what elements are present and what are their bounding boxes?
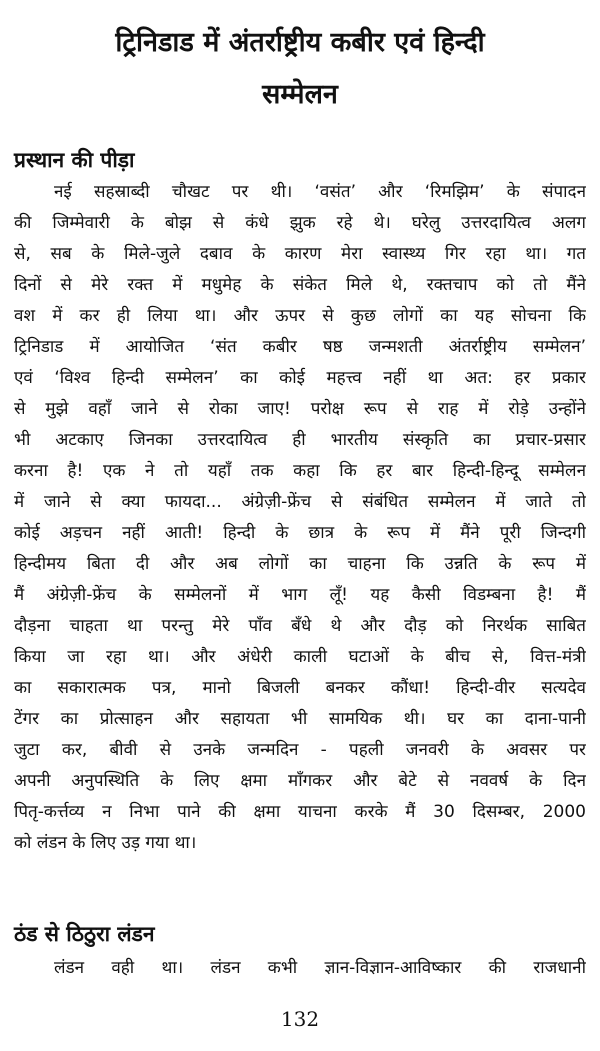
paragraph-line: करना है! एक ने तो यहाँ तक कहा कि हर बार हिन्दी-हिन्दू सम्मेलन xyxy=(14,461,586,481)
paragraph-line: टेंगर का प्रोत्साहन और सहायता भी सामयिक थी। घर का दाना-पानी xyxy=(14,709,586,729)
paragraph-line: भी अटकाए जिनका उत्तरदायित्व ही भारतीय संस्कृति का प्रचार-प्रसार xyxy=(14,430,586,450)
paragraph-line: का सकारात्मक पत्र, मानो बिजली बनकर कौंधा! हिन्दी-वीर सत्यदेव xyxy=(14,678,586,698)
paragraph-line: से मुझे वहाँ जाने से रोका जाए! परोक्ष रूप से राह में रोड़े उन्होंने xyxy=(14,399,586,419)
paragraph-line: हिन्दीमय बिता दी और अब लोगों का चाहना कि उन्नति के रूप में xyxy=(14,554,586,574)
paragraph-line: एवं ‘विश्व हिन्दी सम्मेलन’ का कोई महत्त्व नहीं था अत: हर प्रकार xyxy=(14,368,586,388)
page-number: 132 xyxy=(280,1007,320,1031)
paragraph-line: किया जा रहा था। और अंधेरी काली घटाओं के बीच से, वित्त-मंत्री xyxy=(14,647,586,667)
paragraph-line: ट्रिनिडाड में आयोजित ‘संत कबीर षष्ठ जन्मशती अंतर्राष्ट्रीय सम्मेलन’ xyxy=(14,337,586,357)
paragraph-line: नई सहस्राब्दी चौखट पर थी। ‘वसंत’ और ‘रिमझिम’ के संपादन xyxy=(54,182,586,202)
paragraph-line: जुटा कर, बीवी से उनके जन्मदिन - पहली जनवरी के अवसर पर xyxy=(14,740,586,760)
paragraph-line: को लंडन के लिए उड़ गया था। xyxy=(14,833,197,853)
paragraph-line: अपनी अनुपस्थिति के लिए क्षमा माँगकर और बेटे से नववर्ष के दिन xyxy=(14,771,586,791)
paragraph-line: की जिम्मेवारी के बोझ से कंधे झुक रहे थे। घरेलु उत्तरदायित्व अलग xyxy=(14,213,586,233)
paragraph-line: लंडन वही था। लंडन कभी ज्ञान-विज्ञान-आविष्कार की राजधानी xyxy=(54,958,586,978)
section-heading-cold-london: ठंड से ठिठुरा लंडन xyxy=(14,922,155,946)
paragraph-line: मैं अंग्रेज़ी-फ्रेंच के सम्मेलनों में भाग लूँ! यह कैसी विडम्बना है! मैं xyxy=(14,585,586,605)
paragraph-line: पितृ-कर्त्तव्य न निभा पाने की क्षमा याचना करके मैं 30 दिसम्बर, 2000 xyxy=(14,802,586,822)
paragraph-line: वश में कर ही लिया था। और ऊपर से कुछ लोगों का यह सोचना कि xyxy=(14,306,586,326)
chapter-title-line-1: ट्रिनिडाड में अंतर्राष्ट्रीय कबीर एवं हिन्दी xyxy=(115,27,485,58)
paragraph-line: दौड़ना चाहता था परन्तु मेरे पाँव बँधे थे और दौड़ को निरर्थक साबित xyxy=(14,616,586,636)
section-heading-departure: प्रस्थान की पीड़ा xyxy=(14,148,135,172)
chapter-title-line-2: सम्मेलन xyxy=(262,79,338,110)
paragraph-line: में जाने से क्या फायदा... अंग्रेज़ी-फ्रेंच से संबंधित सम्मेलन में जाते तो xyxy=(14,492,586,512)
paragraph-line: दिनों से मेरे रक्त में मधुमेह के संकेत मिले थे, रक्तचाप को तो मैंने xyxy=(14,275,586,295)
paragraph-line: से, सब के मिले-जुले दबाव के कारण मेरा स्वास्थ्य गिर रहा था। गत xyxy=(14,244,586,264)
paragraph-line: कोई अड़चन नहीं आती! हिन्दी के छात्र के रूप में मैंने पूरी जिन्दगी xyxy=(14,523,586,543)
